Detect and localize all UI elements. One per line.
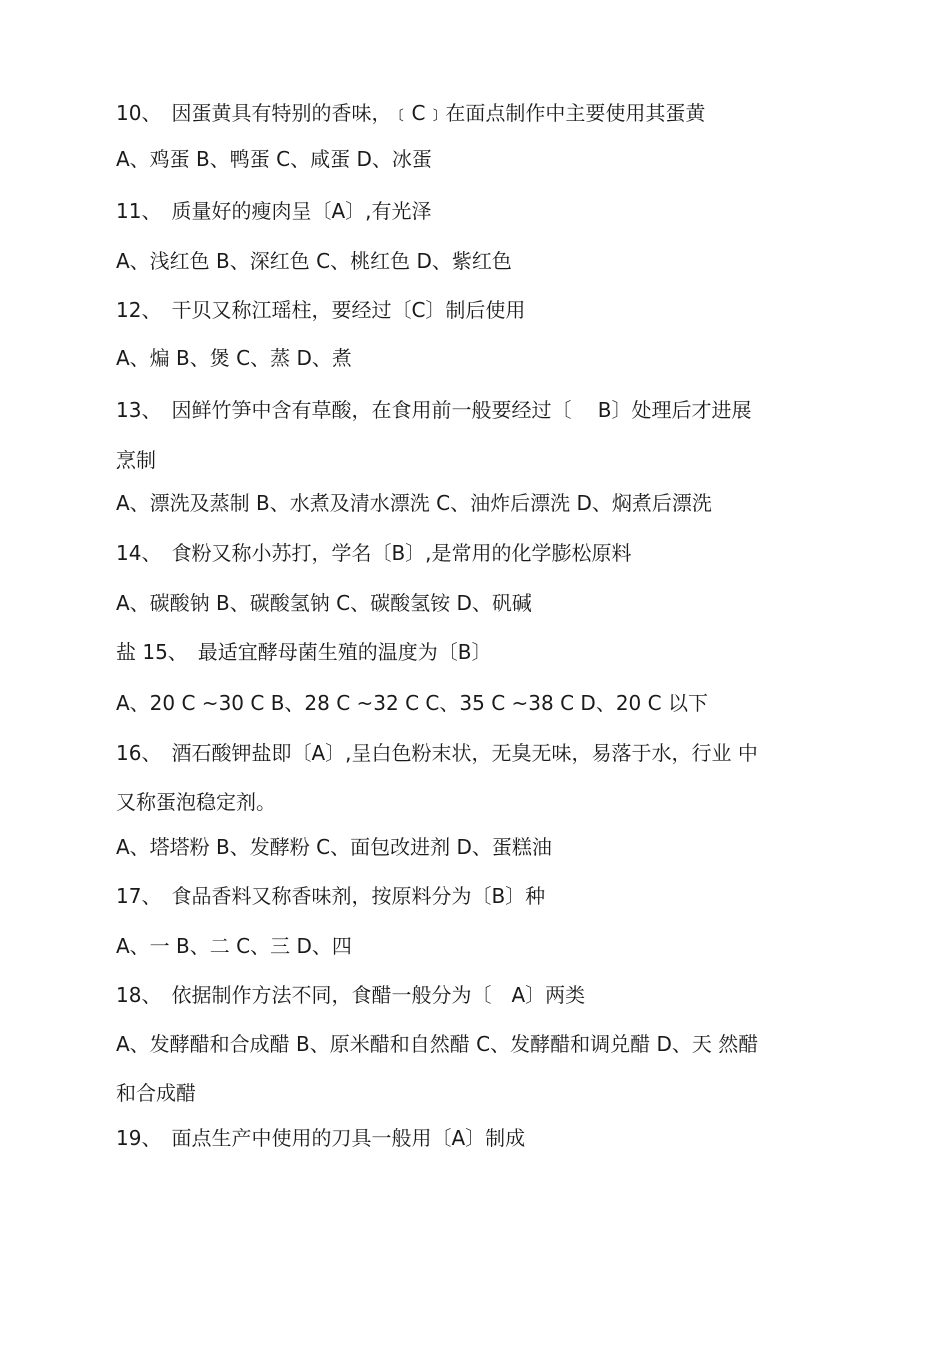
- question-16: 16、 酒石酸钾盐即〔A〕,呈白色粉末状，无臭无味，易落于水，行业 中: [116, 741, 758, 765]
- question-18: 18、 依据制作方法不同，食醋一般分为〔 A〕两类: [116, 983, 586, 1007]
- options-13: A、漂洗及蒸制 B、水煮及清水漂洗 C、油炸后漂洗 D、焖煮后漂洗: [116, 491, 712, 515]
- options-16: A、塔塔粉 B、发酵粉 C、面包改进剂 D、蛋糕油: [116, 835, 552, 859]
- question-11: 11、 质量好的瘦肉呈〔A〕,有光泽: [116, 199, 432, 223]
- options-10: A、鸡蛋 B、鸭蛋 C、咸蛋 D、冰蛋: [116, 147, 432, 171]
- question-17: 17、 食品香料又称香味剂，按原料分为〔B〕种: [116, 884, 546, 908]
- question-19: 19、 面点生产中使用的刀具一般用〔A〕制成: [116, 1126, 526, 1150]
- question-14: 14、 食粉又称小苏打，学名〔B〕,是常用的化学膨松原料: [116, 541, 632, 565]
- options-15: A、20 C ~30 C B、28 C ~32 C C、35 C ~38 C D、20 C 以下: [116, 691, 708, 715]
- options-17: A、一 B、二 C、三 D、四: [116, 934, 352, 958]
- question-12: 12、 干贝又称江瑶柱，要经过〔C〕制后使用: [116, 298, 526, 322]
- options-11: A、浅红色 B、深红色 C、桃红色 D、紫红色: [116, 249, 512, 273]
- question-13-continued: 烹制: [116, 448, 156, 472]
- question-13: 13、 因鲜竹笋中含有草酸，在食用前一般要经过〔 B〕处理后才进展: [116, 398, 752, 422]
- question-10: 10、 因蛋黄具有特别的香味，﹝C﹞在面点制作中主要使用其蛋黄: [116, 101, 706, 125]
- question-15: 盐 15、 最适宜酵母菌生殖的温度为〔B〕: [116, 640, 492, 664]
- options-18-continued: 和合成醋: [116, 1081, 196, 1105]
- options-18: A、发酵醋和合成醋 B、原米醋和自然醋 C、发酵醋和调兑醋 D、天 然醋: [116, 1032, 759, 1056]
- options-12: A、煸 B、煲 C、蒸 D、煮: [116, 346, 352, 370]
- question-16-continued: 又称蛋泡稳定剂。: [116, 790, 276, 814]
- options-14: A、碳酸钠 B、碳酸氢钠 C、碳酸氢铵 D、矾碱: [116, 591, 532, 615]
